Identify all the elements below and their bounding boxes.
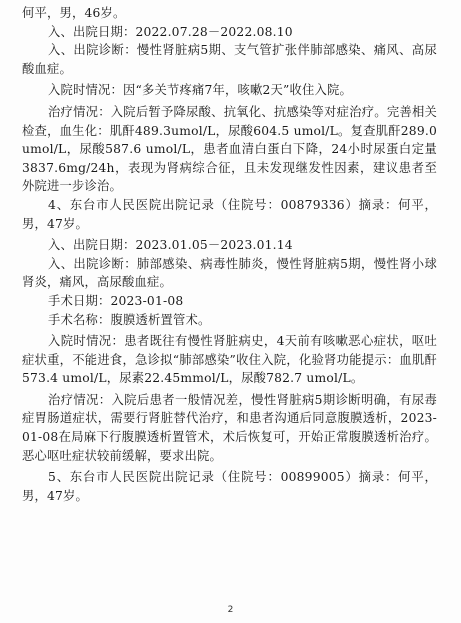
treatment-2022: 治疗情况：入院后暂予降尿酸、抗氧化、抗感染等对症治疗。完善相关检查，血生化：肌酐489.3umol/L，尿酸604.5 umol/L。复查肌酐289.0 umol/L，尿酸587.6 umol/L，患者血清白蛋白下降，24小时尿蛋白定量3837.6mg/24h，表现为肾病综合征，且未发现继发性因素，建议患者至外院进一步诊治。 xyxy=(22,104,437,194)
page-number: 2 xyxy=(227,605,234,615)
admission-condition-2022: 入院时情况：因“多关节疼痛7年，咳嗽2天”收住入院。 xyxy=(48,83,352,98)
diagnosis-2022: 入、出院诊断：慢性肾脏病5期、支气管扩张伴肺部感染、痛风、高尿酸血症。 xyxy=(22,43,437,76)
treatment-2023: 治疗情况：入院后患者一般情况差，慢性肾脏病5期诊断明确，有尿毒症胃肠道症状，需要行肾脏替代治疗，和患者沟通后同意腹膜透析，2023-01-08在局麻下行腹膜透析置管术，术后恢复可，开始正常腹膜透析治疗。恶心呕吐症状较前缓解，要求出院。 xyxy=(22,392,437,463)
diagnosis-2023: 入、出院诊断：肺部感染、病毒性肺炎，慢性肾脏病5期，慢性肾小球肾炎，痛风，高尿酸血症。 xyxy=(22,256,437,290)
record-5-heading: 5、东台市人民医院出院记录（住院号：00899005）摘录：何平，男，47岁。 xyxy=(22,470,437,503)
admission-dates-2022: 入、出院日期：2022.07.28－2022.08.10 xyxy=(48,24,293,39)
record-4-heading: 4、东台市人民医院出院记录（住院号：00879336）摘录：何平，男，47岁。 xyxy=(22,197,437,231)
admission-condition-2023: 入院时情况：患者既往有慢性肾脏病史，4天前有咳嗽恶心症状，呕吐症状重，不能进食，急诊拟“肺部感染”收住入院，化验肾功能提示：血肌酐573.4 umol/L，尿素22.45mmol/L，尿酸782.7 umol/L。 xyxy=(22,334,437,386)
surgery-name: 手术名称：腹膜透析置管术。 xyxy=(48,312,211,327)
admission-dates-2023: 入、出院日期：2023.01.05－2023.01.14 xyxy=(48,238,293,253)
patient-info-line: 何平，男，46岁。 xyxy=(22,6,126,20)
surgery-date: 手术日期：2023-01-08 xyxy=(48,293,184,308)
